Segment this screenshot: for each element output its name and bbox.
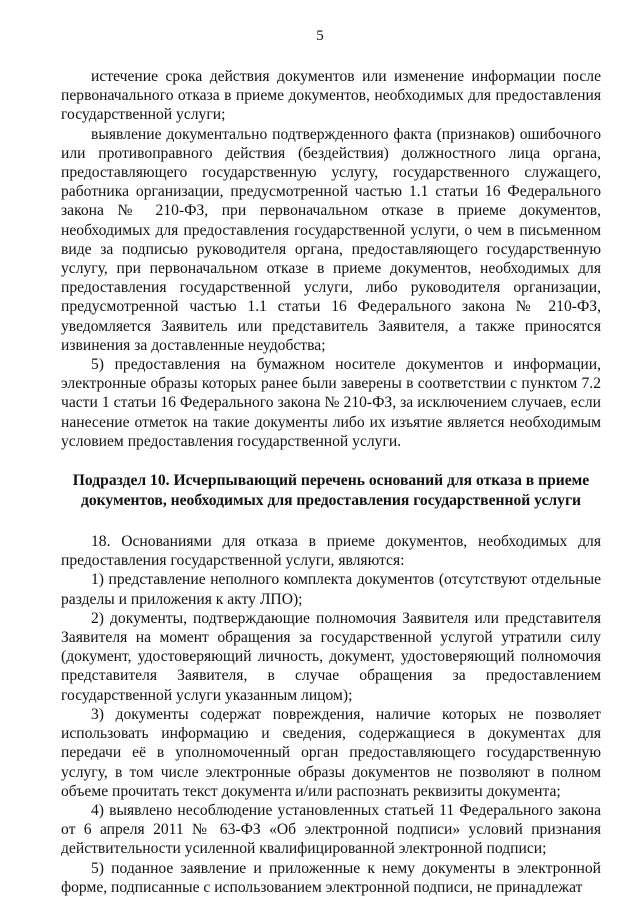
paragraph: истечение срока действия документов или изменение информации после первоначального отказа в приеме документов, необходимых для предоставления государственной услуги; bbox=[61, 68, 601, 124]
paragraph: выявление документально подтвержденного факта (признаков) ошибочного или противоправного действия (бездействия) должностного лица органа, предоставляющего государственную услугу, государственного служащего, работника организации, предусмотренной частью 1.1 статьи 16 Федерального закона № 210-ФЗ, при первоначальном отказе в приеме документов, необходимых для предоставления государственной услуги, о чем в письменном виде за подписью руководителя органа, предоставляющего государственную услугу, при первоначальном отказе в приеме документов, необходимых для предоставления государственной услуги, либо руководителя организации, предусмотренной частью 1.1 статьи 16 Федерального закона № 210-ФЗ, уведомляется Заявитель или представитель Заявителя, а также приносятся извинения за доставленные неудобства; bbox=[61, 125, 601, 354]
list-item: 1) представление неполного комплекта документов (отсутствуют отдельные разделы и приложения к акту ЛПО); bbox=[61, 571, 601, 608]
list-item: 2) документы, подтверждающие полномочия Заявителя или представителя Заявителя на момент обращения за государственной услугой утратили силу (документ, удостоверяющий личность, документ, удостоверяющий полномочия представителя Заявителя, в случае обращения за предоставлением государственной услуги указанным лицом); bbox=[61, 609, 601, 704]
section-heading: Подраздел 10. Исчерпывающий перечень оснований для отказа в приеме документов, необходимых для предоставления государственной услуги bbox=[72, 472, 590, 509]
paragraph: 18. Основаниями для отказа в приеме документов, необходимых для предоставления государственной услуги, являются: bbox=[61, 533, 601, 570]
paragraph: 5) предоставления на бумажном носителе документов и информации, электронные образы которых ранее были заверены в соответствии с пунктом 7.2 части 1 статьи 16 Федерального закона № 210-ФЗ, за исключением случаев, если нанесение отметок на такие документы либо их изъятие является необходимым условием предоставления государственной услуги. bbox=[61, 356, 601, 450]
list-item: 5) поданное заявление и приложенные к нему документы в электронной форме, подписанные с использованием электронной подписи, не принадлежат bbox=[61, 859, 601, 896]
document-body bbox=[61, 67, 601, 897]
list-item: 3) документы содержат повреждения, наличие которых не позволяет использовать информацию и сведения, содержащиеся в документах для передачи её в уполномоченный орган предоставляющего государственную услугу, в том числе электронные образы документов не позволяют в полном объеме прочитать текст документа и/или распознать реквизиты документа; bbox=[61, 705, 601, 800]
list-item: 4) выявлено несоблюдение установленных статьей 11 Федерального закона от 6 апреля 2011 № 63-ФЗ «Об электронной подписи» условий признания действительности усиленной квалифицированной электронной подписи; bbox=[61, 801, 601, 858]
page-number: 5 bbox=[316, 28, 324, 44]
